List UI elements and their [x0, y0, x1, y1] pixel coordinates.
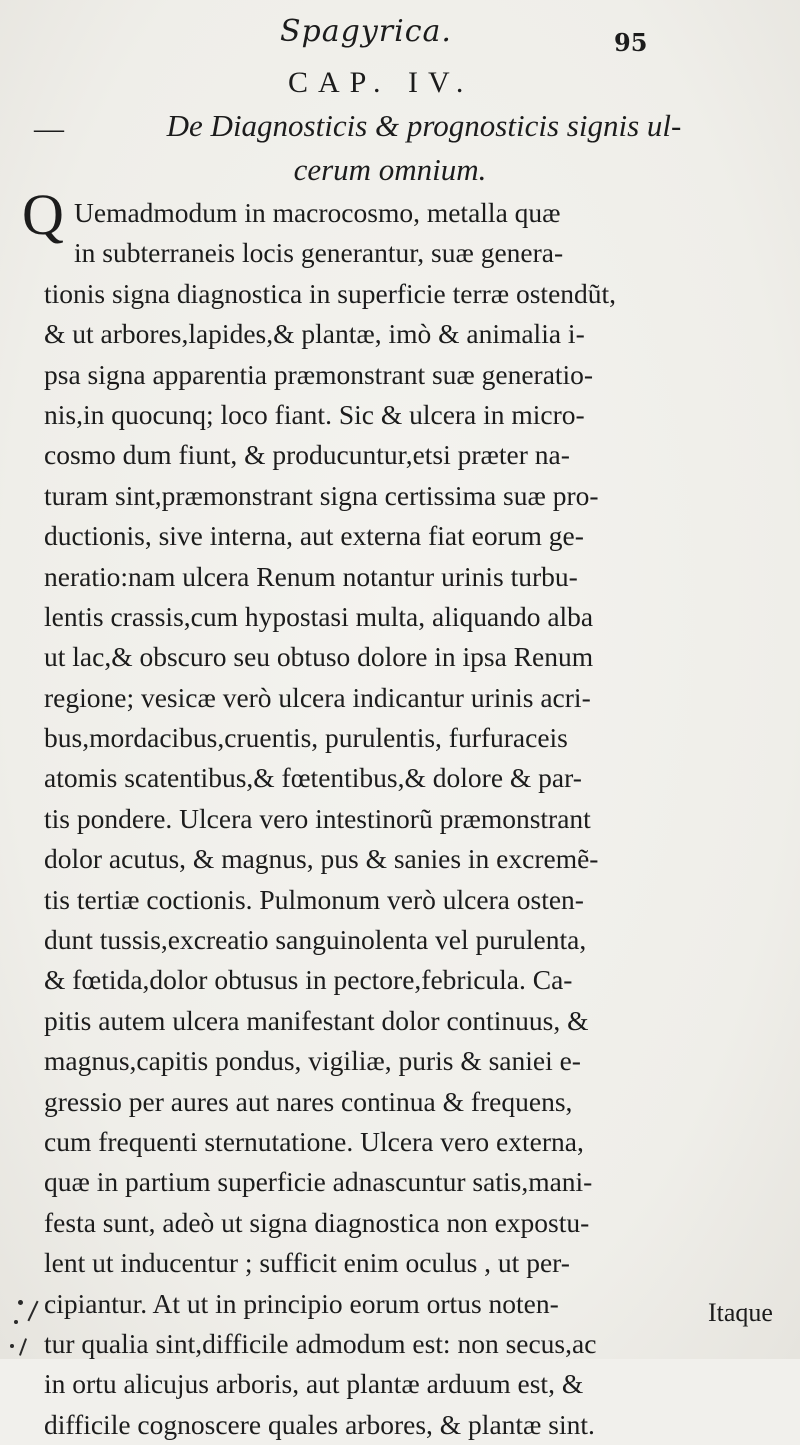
- text-line: nis,in quocunq; loco fiant. Sic & ulcera in micro-: [44, 398, 585, 430]
- text-line: lent ut inducentur ; sufficit enim oculus , ut per-: [44, 1247, 570, 1279]
- text-line: ductionis, sive interna, aut externa fiat eorum ge-: [44, 520, 584, 552]
- catchword: Itaque: [708, 1298, 773, 1327]
- chapter-heading-line-2: cerum omnium.: [293, 152, 487, 187]
- text-line: in ortu alicujus arboris, aut plantæ arduum est, &: [44, 1368, 584, 1400]
- text-line: gressio per aures aut nares continua & frequens,: [44, 1085, 573, 1117]
- text-line: Uemadmodum in macrocosmo, metalla quæ: [74, 197, 561, 228]
- text-line: regione; vesicæ verò ulcera indicantur urinis acri-: [44, 681, 591, 713]
- drop-cap: Q: [22, 182, 64, 247]
- scan-mark: [19, 1338, 27, 1356]
- text-line: bus,mordacibus,cruentis, purulentis, furfuraceis: [44, 722, 568, 754]
- text-line: quæ in partium superficie adnascuntur satis,mani-: [44, 1166, 593, 1198]
- text-line: tis tertiæ coctionis. Pulmonum verò ulcera osten-: [44, 883, 584, 915]
- scan-mark: [10, 1344, 14, 1348]
- scan-mark: [14, 1320, 18, 1324]
- scan-mark: [27, 1301, 38, 1322]
- text-line: cosmo dum fiunt, & producuntur,etsi præter na-: [44, 439, 570, 471]
- text-line: lentis crassis,cum hypostasi multa, aliquando alba: [44, 600, 594, 632]
- chapter-heading-line-1: De Diagnosticis & prognosticis signis ul-: [166, 108, 682, 143]
- text-line: turam sint,præmonstrant signa certissima suæ pro-: [44, 479, 599, 511]
- scan-mark: [18, 1300, 23, 1305]
- text-line: pitis autem ulcera manifestant dolor continuus, &: [44, 1004, 589, 1036]
- text-line: dolor acutus, & magnus, pus & sanies in excremẽ-: [44, 843, 599, 875]
- chapter-label: CAP. IV.: [288, 66, 474, 99]
- text-line: psa signa apparentia præmonstrant suæ generatio-: [44, 358, 594, 390]
- text-line: ut lac,& obscuro seu obtuso dolore in ipsa Renum: [44, 641, 594, 673]
- text-line: tur qualia sint,difficile admodum est: non secus,ac: [44, 1327, 597, 1359]
- heading-dash: —: [34, 112, 64, 145]
- text-line: tionis signa diagnostica in superficie terræ ostendũt,: [44, 277, 617, 309]
- text-line: magnus,capitis pondus, vigiliæ, puris & saniei e-: [44, 1045, 581, 1077]
- text-line: neratio:nam ulcera Renum notantur urinis turbu-: [44, 560, 578, 592]
- body-text: [44, 193, 786, 1445]
- page-number: 95: [614, 28, 648, 57]
- running-head: [0, 10, 800, 60]
- text-line: dunt tussis,excreatio sanguinolenta vel purulenta,: [44, 924, 587, 956]
- text-line: tis pondere. Ulcera vero intestinorũ præmonstrant: [44, 802, 591, 834]
- text-line: atomis scatentibus,& fœtentibus,& dolore & par-: [44, 762, 582, 794]
- running-title: Spagyrica.: [280, 14, 452, 49]
- text-line: festa sunt, adeò ut signa diagnostica non expostu-: [44, 1206, 590, 1238]
- text-line: cum frequenti sternutatione. Ulcera vero externa,: [44, 1125, 584, 1157]
- text-line: & fœtida,dolor obtusus in pectore,febricula. Ca-: [44, 964, 573, 996]
- text-line: in subterraneis locis generantur, suæ genera-: [74, 237, 564, 269]
- text-line: & ut arbores,lapides,& plantæ, imò & animalia i-: [44, 318, 585, 350]
- text-line: difficile cognoscere quales arbores, & plantæ sint.: [44, 1408, 595, 1440]
- text-line: cipiantur. At ut in principio eorum ortus noten-: [44, 1287, 559, 1319]
